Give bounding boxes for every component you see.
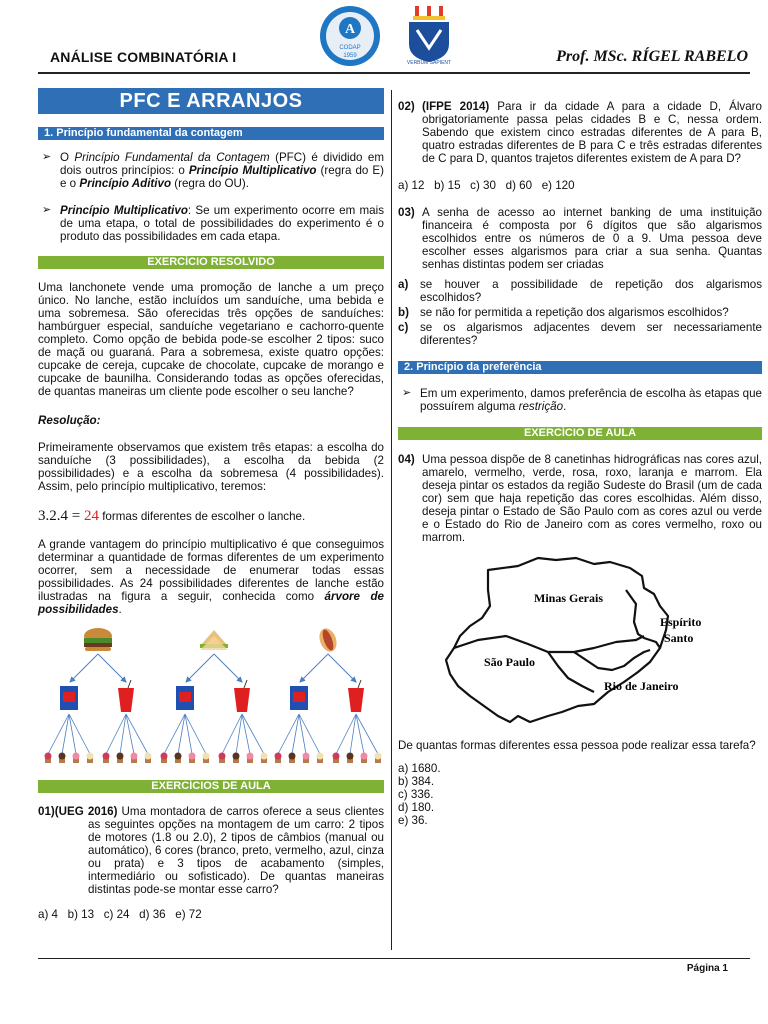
map-label-es2: Santo bbox=[664, 631, 694, 645]
section-heading-1: 1. Princípio fundamental da contagem bbox=[38, 127, 384, 140]
exercises-bar: EXERCÍCIOS DE AULA bbox=[38, 780, 384, 793]
problem-text: Uma lanchonete vende uma promoção de lanche a um preço único. No lanche, estão incluídos um sanduíche, uma bebida e uma sobremesa. São oferecidas três opções de sanduíches: hambúrguer especial, sanduíche vegetariano e cachorro-quente completo. Como opção de bebida pode-se escolher 2 tipos: suco de maçã ou guaraná. Para a sobremesa, existe quatro opções: cupcake de cereja, cupcake de chocolate, cupcake de morango e cupcake de baunilha. Considerando todas as opções oferecidas, de quantas maneiras um cliente pode escolher o seu lanche? bbox=[38, 281, 384, 398]
crest-banner: VERBUM SAPIENT bbox=[406, 60, 452, 66]
question-04-options bbox=[398, 762, 762, 827]
header-divider bbox=[38, 72, 750, 74]
resolution-label: Resolução: bbox=[38, 414, 101, 427]
section-heading-2: 2. Princípio da preferência bbox=[398, 361, 762, 374]
q4-option-c: c) 336. bbox=[398, 788, 434, 801]
bullet-multiplicative: ➢ Princípio Multiplicativo: Se um experimento ocorre em mais de uma etapa, o total de possibilidades do experimento é o produto das possibilidades em cada etapa. bbox=[38, 204, 384, 243]
question-04-prompt: De quantas formas diferentes essa pessoa pode realizar essa tarefa? bbox=[398, 739, 756, 752]
q4-option-a: a) 1680. bbox=[398, 762, 441, 775]
page-title: PFC E ARRANJOS bbox=[38, 88, 384, 114]
formula-result: 24 bbox=[83, 508, 99, 524]
resolution-text: Primeiramente observamos que existem três etapas: a escolha do sanduíche (3 possibilidades), a escolha da bebida (2 possibilidades) e a escolha da sobremesa (4 possibilidades). Assim, pelo princípio multiplicativo, teremos: bbox=[38, 441, 384, 493]
page-number: Página 1 bbox=[686, 963, 728, 974]
solved-exercise-bar: EXERCÍCIO RESOLVIDO bbox=[38, 256, 384, 269]
question-04: 04) Uma pessoa dispõe de 8 canetinhas hidrográficas nas cores azul, amarelo, vermelho, verde, rosa, roxo, laranja e marrom. Ela deseja pintar os estados da região Sudeste do Brasil (um de cada cor) sem que haja repetição das cores escolhidas. Além disso, deseja pintar o Estado de São Paulo com as cores azul ou verde e o Estado do Rio de Janeiro com as cores vermelho, roxo ou marrom. bbox=[398, 453, 762, 544]
question-01-options: a) 4 b) 13 c) 24 d) 36 e) 72 bbox=[38, 908, 202, 921]
juice-box-icon bbox=[60, 686, 308, 710]
map-label-rj: Rio de Janeiro bbox=[604, 679, 679, 693]
formula-text: formas diferentes de escolher o lanche. bbox=[102, 510, 306, 523]
cupcake-icons bbox=[45, 753, 382, 764]
q3-item-b: b) se não for permitida a repetição dos algarismos escolhidos? bbox=[398, 306, 729, 319]
question-02: 02) (IFPE 2014) Para ir da cidade A para a cidade D, Álvaro obrigatoriamente passa pelas cidades B e C, nessa ordem. Sabendo que existem cinco estradas diferentes de A para B, quatro estradas diferentes de B para C e três estradas diferentes de C para D, quantos trajetos diferentes existem de A para D? bbox=[398, 100, 762, 165]
university-crest bbox=[403, 4, 455, 66]
map-label-mg: Minas Gerais bbox=[534, 591, 603, 605]
soda-cup-icon bbox=[118, 680, 364, 712]
bullet-preference: ➢ Em um experimento, damos preferência de escolha às etapas que possuírem alguma restrição. bbox=[398, 387, 762, 413]
map-label-es1: Espírito bbox=[660, 615, 702, 629]
author-name: Prof. MSc. RÍGEL RABELO bbox=[556, 48, 748, 65]
hotdog-icon bbox=[316, 626, 339, 654]
q3-item-c: c) se os algarismos adjacentes devem ser necessariamente diferentes? bbox=[398, 321, 762, 347]
school-logo bbox=[317, 4, 383, 68]
right-column bbox=[398, 100, 762, 827]
svg-text:A: A bbox=[344, 22, 356, 37]
bullet-pfc: ➢ O Princípio Fundamental da Contagem (PFC) é dividido em dois outros princípios: o Princípio Multiplicativo (regra do E) e o Princípio Aditivo (regra do OU). bbox=[38, 151, 384, 190]
southeast-map bbox=[398, 556, 762, 728]
mg-rj-border bbox=[574, 650, 650, 670]
q4-option-d: d) 180. bbox=[398, 801, 435, 814]
q4-option-b: b) 384. bbox=[398, 775, 435, 788]
column-divider bbox=[391, 90, 392, 950]
question-01: 01)(UEG 2016) Uma montadora de carros oferece a seus clientes as seguintes opções na montagem de um carro: 2 tipos de motores (1.8 ou 2.0), 2 tipos de câmbios (manual ou automático), 6 cores (branco, preto, vermelho, azul, cinza ou prata) e 3 tipos de acabamento (simples, intermediário ou sofisticado). De quantas maneiras distintas pode-se montar esse carro? bbox=[38, 805, 385, 896]
formula-line bbox=[38, 507, 384, 525]
advantage-text: A grande vantagem do princípio multiplicativo é que conseguimos determinar a quantidade de formas diferentes de um experimento ocorrer, sem a necessidade de enumerar todas essas possibilidades. As 24 possibilidades diferentes de lanche estão ilustradas na figura a seguir, conhecida como árvore de possibilidades. bbox=[38, 538, 384, 616]
possibility-tree bbox=[38, 626, 384, 774]
sp-rj-border bbox=[548, 652, 594, 692]
question-02-options: a) 12 b) 15 c) 30 d) 60 e) 120 bbox=[398, 179, 575, 192]
q3-item-a: a) se houver a possibilidade de repetição dos algarismos escolhidos? bbox=[398, 278, 762, 304]
sandwich-icon bbox=[200, 630, 228, 650]
question-03-items bbox=[398, 278, 762, 347]
map-label-sp: São Paulo bbox=[484, 655, 536, 669]
footer-divider bbox=[38, 958, 750, 959]
q4-option-e: e) 36. bbox=[398, 814, 428, 827]
logo-year: 1959 bbox=[343, 53, 357, 59]
exercise-bar: EXERCÍCIO DE AULA bbox=[398, 427, 762, 440]
logo-text: CODAP bbox=[339, 45, 361, 51]
mg-es-border bbox=[626, 590, 660, 648]
left-column bbox=[38, 88, 384, 921]
question-03: 03) A senha de acesso ao internet banking de uma instituição financeira é composta por 6 dígitos que são algarismos escolhidos entre os números de 0 a 9. Uma pessoa deve escolher esses algarismos para criar a sua senha. Quantas senhas distintas podem ser criadas bbox=[398, 206, 762, 271]
mg-sp-border bbox=[454, 636, 644, 652]
hamburger-icon bbox=[84, 628, 112, 651]
subject-title: ANÁLISE COMBINATÓRIA I bbox=[50, 49, 237, 65]
formula-lhs: 3.2.4 = bbox=[38, 508, 84, 524]
